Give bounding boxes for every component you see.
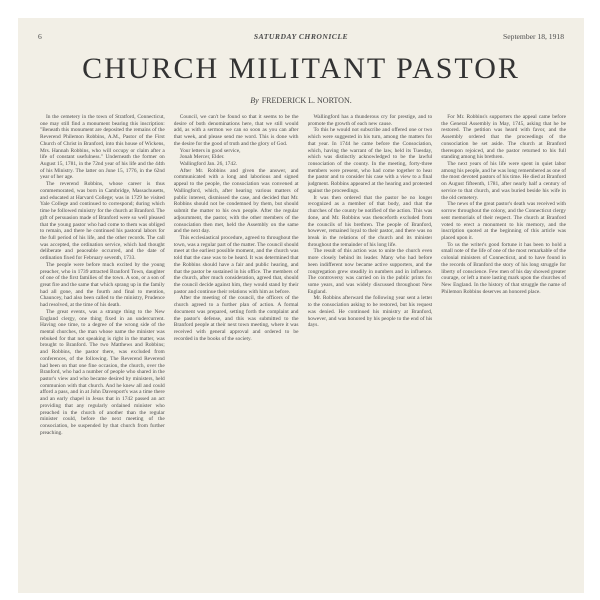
text-column — [40, 114, 165, 584]
paragraph: To us the writer's good fortune it has been to hold a small note of the life of one of the most remarkable of the colonial ministers of Connecticut, and to have found in the records of Branford the story of his long struggle for liberty of conscience. Few men of his day showed greater courage, or left a more lasting mark upon the churches of New England. In the history of that struggle the name of Philemon Robbins deserves an honored place. — [441, 241, 566, 295]
text-column — [308, 114, 433, 584]
paragraph: The people were before much excited by the young preacher, who in 1739 attracted Branford Town, daughter of one of the first families of the town. A son, or a son of great fire and the same that which sprang up in the family had all gone, and the fourth and final to mention, Chauncey, had also been called to the ministry, Prudence had resolved, at the time of his death. — [40, 261, 165, 309]
byline — [18, 96, 584, 105]
paragraph: The news of the great pastor's death was received with sorrow throughout the colony, and the Connecticut clergy sent memorials of their respect. The church at Branford voted to erect a monument to his memory, and the inscription quoted at the beginning of this article was placed upon it. — [441, 201, 566, 241]
paragraph: Mr. Robbins afterward the following year sent a letter to the consociation asking to be restored, but his request was denied. He continued his ministry at Branford, however, and was honored by his people to the end of his days. — [307, 295, 433, 329]
paragraph: The next years of his life were spent in quiet labor among his people, and he was long remembered as one of the most devoted pastors of his time. He died at Branford on August fifteenth, 1781, after nearly half a century of service to that church, and was buried beside his wife in the old cemetery. — [441, 161, 566, 201]
paragraph: Wallingford has a thunderous cry for prestige, and to promote the growth of each new cause. — [307, 114, 433, 127]
publication-name: SATURDAY CHRONICLE — [253, 32, 349, 41]
byline-prefix: By — [250, 96, 259, 105]
newspaper-page — [18, 18, 584, 593]
author-name: FREDERICK L. NORTON. — [261, 96, 352, 105]
paragraph: Wallingford Jan. 26, 1742. — [179, 161, 238, 168]
paragraph: After Mr. Robbins and given the answer, and communicated with a long and laborious and signed appeal to the people, the consociation was convened at Wallingford, which, after hearing various matters of public interest, dismissed the case, and decided that Mr. Robbins should not be condemned by them, but should submit the matter to his own people. After the regular adjournment, the pastor, with the other members of the consociation then met, held the Assembly on the same and the next day. — [173, 167, 299, 235]
running-head — [38, 32, 564, 44]
paragraph: This ecclesiastical procedure, agreed to throughout the town, was a regular part of the matter. The council should meet at the earliest possible moment, and the church was told that the case was to be heard. It was determined that the Robbins should have a fair and public hearing, and that the pastor be sustained in his office. The members of the church, after much consideration, agreed that, should the council decide against him, they would stand by their pastor and continue their relations with him as before. — [173, 234, 299, 295]
paragraph: In the cemetery in the town of Stratford, Connecticut, one may still find a monument bearing this inscription: "Beneath this monument are deposited the remains of the Reverend Philemon Robbins, A.M., Pastor of the First Church of Christ in Branford, into this house of Wickens, Mrs. Hannah Robbins, who will occupy or claim after a life of constant usefulness." Underneath the former on August 15, 1781, in the 72nd year of his life and the 44th of his Ministry. The latter on June 15, 1776, in the 62nd year of her age. — [40, 114, 165, 181]
paragraph: The result of this action was to unite the church even more closely behind its leader. Many who had before been indifferent now became active supporters, and the congregation grew steadily in numbers and in influence. The controversy was carried on in the public prints for some years, and was widely discussed throughout New England. — [307, 248, 433, 295]
paragraph: The reverend Robbins, whose career is thus commemorated, was born in Cambridge, Massachusetts, and educated at Harvard College; was in 1729 he visited Yale College and continued to correspond; during which time he followed ministry for the church at Branford. The gift of persuasion made of Branford were so well pleased that the young pastor who had come to them was obliged to remain, and there he continued his pastoral labors for the full period of his life, and the other records. The call was accepted, the ordination service, which had thought deliberate and peaceable occurred, and the date of ordination fixed for February seventh, 1733. — [40, 181, 165, 262]
paragraph: For Mr. Robbins's supporters the appeal came before the General Assembly in May, 1745, asking that he be restored. The petition was heard with favor, and the Assembly ordered that the proceedings of the consociation be set aside. The church at Branford thereupon rejoiced, and the pastor returned to his full standing among his brethren. — [441, 114, 566, 161]
page-number: 6 — [38, 32, 42, 41]
text-column — [441, 114, 566, 584]
paragraph: To this he would not subscribe and offered one or two which were suggested in his turn, among the matters for that year. In 1744 he came before the Consociation, which, having the warrant of the law, held its Tuesday, which was distinctly acknowledged to be the lawful consociation of the county. In the meeting, forty-three members were present, who had come together to hear the pastor and to consider his case with a view to a final judgment. Robbins appeared at the hearing and protested against the proceedings. — [307, 127, 433, 194]
text-column — [174, 114, 299, 584]
paragraph: Your letters in good service, — [179, 147, 241, 154]
article-body — [40, 114, 566, 584]
article-title: CHURCH MILITANT PASTOR — [82, 52, 520, 85]
paragraph: The great events, was a strange thing to the New England clergy, one thing fixed in an undercurrent. Having one time, to a degree of the wrong side of the mental churches, the man whose name the minister was rebuked for that not speaking is right in the matter, was brought to Branford. The two Matthews and Robbins; and Robbins, the pastor there, was excluded from conferences, of the following. The Reverend Reverend had been on that one fine occasion, the church, over the Branford, who had a number of people who shared in the pastor's view and who became desired by ministers, held communion with that church. And he knew all and could afford a pass, and in at John Davenport's was a time there and an early chapel in Jesus that in 1742 passed an act providing that any regularly ordained minister who preached in the church of another than the regular minister could, before the next meeting of the consociation, be suspended by that church from further preaching. — [40, 308, 165, 436]
paragraph: Council, we can't be found so that it seems to be the desire of both denominations here, that we still would add, as with a sermon we can so soon as you can after that week, and please send me word. This is done with the desire for the good of truth and the glory of God. — [173, 114, 299, 147]
paragraph: After the meeting of the council, the officers of the church agreed to a further plan of action. A formal document was prepared, setting forth the complaint and the pastor's defense, and this was submitted to the Branford people at their next town meeting, where it was received with general approval and ordered to be recorded in the books of the society. — [173, 295, 299, 342]
paragraph: It was then ordered that the pastor be no longer recognized as a member of that body, and that the churches of the county be notified of the action. This was done, and Mr. Robbins was thenceforth excluded from the councils of his brethren. The people of Branford, however, remained loyal to their pastor, and there was no break in the relations of the church and its minister throughout the remainder of his long life. — [307, 194, 433, 248]
paragraph: Jonah Mercer, Elder. — [179, 154, 225, 161]
issue-date: September 18, 1918 — [503, 32, 564, 41]
